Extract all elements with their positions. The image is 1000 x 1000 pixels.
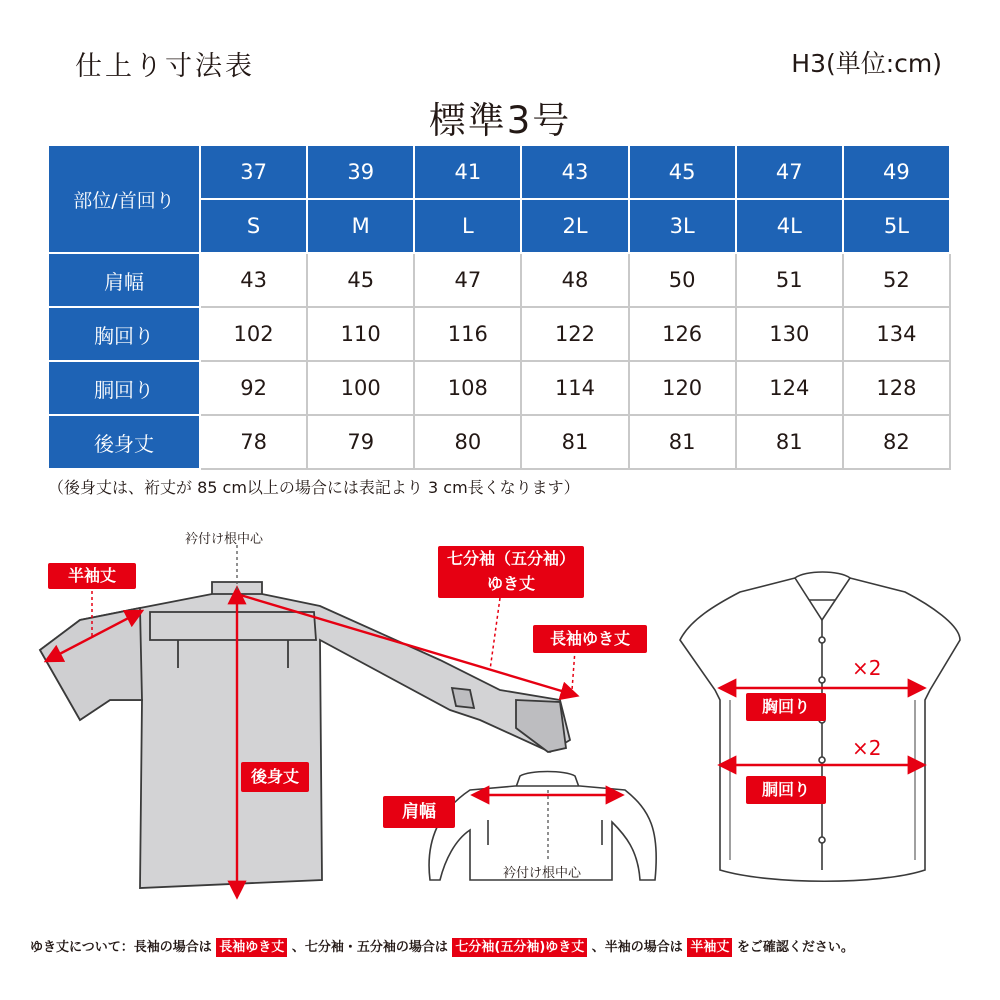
value-cell: 120 [629, 361, 736, 415]
letter-size-cell: 2L [521, 199, 628, 253]
value-cell: 81 [629, 415, 736, 469]
value-cell: 134 [843, 307, 950, 361]
unit-note: H3(単位:cm) [791, 49, 942, 78]
letter-size-cell: S [200, 199, 307, 253]
half-sleeve-label: 半袖丈 [48, 563, 136, 589]
value-cell: 81 [736, 415, 843, 469]
table-row-chest [48, 307, 950, 361]
row-label: 胸回り [48, 307, 200, 361]
long-sleeve-label: 長袖ゆき丈 [533, 625, 647, 653]
table-row-back-length [48, 415, 950, 469]
value-cell: 45 [307, 253, 414, 307]
size-table [47, 144, 951, 470]
value-cell: 124 [736, 361, 843, 415]
value-cell: 126 [629, 307, 736, 361]
letter-size-cell: M [307, 199, 414, 253]
value-cell: 43 [200, 253, 307, 307]
neck-size-cell: 45 [629, 145, 736, 199]
value-cell: 48 [521, 253, 628, 307]
neck-size-row [48, 145, 950, 199]
row-label: 後身丈 [48, 415, 200, 469]
front-shirt-illustration [680, 572, 960, 881]
letter-size-cell: 5L [843, 199, 950, 253]
row-label: 肩幅 [48, 253, 200, 307]
collar-center-label-top: 衿付け根中心 [185, 532, 264, 547]
neck-size-cell: 49 [843, 145, 950, 199]
neck-size-cell: 39 [307, 145, 414, 199]
letter-size-cell: 3L [629, 199, 736, 253]
waist-times-two: ×2 [852, 736, 882, 760]
value-cell: 82 [843, 415, 950, 469]
note-chip-three-quarter-sleeve: 七分袖(五分袖)ゆき丈 [452, 938, 587, 957]
neck-size-cell: 41 [414, 145, 521, 199]
note-chip-long-sleeve: 長袖ゆき丈 [216, 938, 287, 957]
neck-size-cell: 47 [736, 145, 843, 199]
value-cell: 130 [736, 307, 843, 361]
row-label: 胴回り [48, 361, 200, 415]
chest-label: 胸回り [746, 693, 826, 721]
note-text: 、七分袖・五分袖の場合は [291, 940, 448, 955]
note-text: 、半袖の場合は [591, 940, 683, 955]
value-cell: 108 [414, 361, 521, 415]
value-cell: 80 [414, 415, 521, 469]
table-row-shoulder [48, 253, 950, 307]
letter-size-cell: 4L [736, 199, 843, 253]
letter-size-cell: L [414, 199, 521, 253]
waist-label: 胴回り [746, 776, 826, 804]
neck-size-cell: 43 [521, 145, 628, 199]
value-cell: 128 [843, 361, 950, 415]
note-chip-half-sleeve: 半袖丈 [687, 938, 732, 957]
value-cell: 50 [629, 253, 736, 307]
chest-times-two: ×2 [852, 656, 882, 680]
value-cell: 100 [307, 361, 414, 415]
three-quarter-sleeve-label [438, 546, 584, 598]
back-length-label: 後身丈 [241, 762, 309, 792]
value-cell: 52 [843, 253, 950, 307]
corner-label: 部位/首回り [48, 145, 200, 253]
value-cell: 122 [521, 307, 628, 361]
neck-size-cell: 37 [200, 145, 307, 199]
value-cell: 92 [200, 361, 307, 415]
note-text: ゆき丈について：長袖の場合は [30, 940, 212, 955]
sleeve-length-note [30, 936, 990, 955]
three-quarter-sleeve-line1: 七分袖（五分袖） [446, 549, 575, 568]
value-cell: 116 [414, 307, 521, 361]
footnote: （後身丈は、裄丈が 85 cm以上の場合には表記より 3 cm長くなります） [48, 478, 580, 497]
value-cell: 81 [521, 415, 628, 469]
shoulder-width-label: 肩幅 [383, 796, 455, 828]
value-cell: 114 [521, 361, 628, 415]
table-row-waist [48, 361, 950, 415]
collar-center-label-bottom: 衿付け根中心 [503, 866, 582, 881]
value-cell: 79 [307, 415, 414, 469]
value-cell: 47 [414, 253, 521, 307]
value-cell: 110 [307, 307, 414, 361]
document-title: 仕上り寸法表 [75, 51, 255, 82]
note-text: をご確認ください。 [736, 940, 854, 955]
value-cell: 51 [736, 253, 843, 307]
value-cell: 102 [200, 307, 307, 361]
table-title: 標準3号 [428, 99, 572, 142]
value-cell: 78 [200, 415, 307, 469]
three-quarter-sleeve-line2: ゆき丈 [486, 574, 535, 593]
